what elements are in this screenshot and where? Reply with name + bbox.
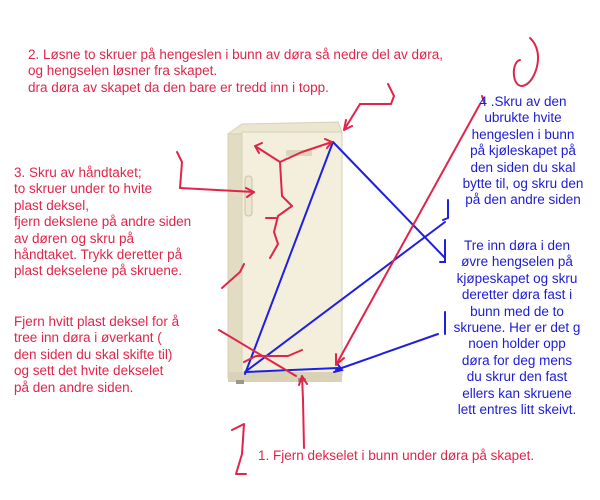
step1-note: [258, 448, 534, 464]
step4-line-2: ubrukte hvite: [484, 110, 562, 126]
reinsert-line-9: du skrur den fast: [466, 369, 568, 385]
reinsert-line-8: døra for deg mens: [461, 352, 573, 368]
blue-diagonal-top-left-to-bottom-right: [333, 142, 445, 258]
cover-note-line-3: den siden du skal skifte til): [14, 346, 173, 362]
cover-note-line-2: tree inn døra i øverkant (: [14, 330, 162, 346]
reinsert-note: [436, 238, 598, 418]
reinsert-line-5: bunn med de to: [470, 303, 564, 319]
step3-note: [14, 165, 191, 280]
step4-line-6: bytte til, og skru den: [462, 176, 584, 192]
step3-line-5: av døren og skru på: [14, 230, 135, 246]
step2-line-3: dra døra av skapet da den bare er tredd inn i topp.: [28, 79, 329, 95]
red-bracket-step2: [514, 38, 538, 86]
step3-line-7: plast dekselene på skruene.: [14, 263, 183, 279]
reinsert-line-4: deretter døra fast i: [461, 287, 573, 303]
cover-note-line-5: på den andre siden.: [14, 379, 134, 395]
cover-note-line-1: Fjern hvitt plast deksel for å: [14, 314, 180, 329]
reinsert-line-7: noen holder opp: [468, 336, 566, 352]
step4-line-1: 4 .Skru av den: [479, 94, 567, 109]
cover-note: [14, 314, 179, 396]
step4-line-5: den siden du skal: [470, 159, 576, 175]
red-bracket-step1: [232, 424, 246, 474]
red-arrow-step2: [344, 104, 360, 130]
step2-note: [28, 47, 443, 96]
fridge-door: [242, 132, 342, 376]
step3-line-2: to skruer under to hvite: [14, 181, 153, 197]
step1-line-1: 1. Fjern dekselet i bunn under døra på skapet.: [258, 448, 535, 463]
reinsert-line-2: øvre hengselen på: [461, 254, 573, 270]
step3-line-4: fjern dekslene på andre siden: [14, 214, 192, 230]
step3-line-1: 3. Skru av håndtaket;: [14, 165, 142, 180]
reinsert-line-1: Tre inn døra i den: [463, 238, 571, 253]
step2-line-2: og hengselen løsner fra skapet.: [28, 63, 218, 79]
step4-line-7: på den andre siden: [465, 192, 581, 208]
fridge-left-foot: [236, 380, 244, 384]
reinsert-line-6: skruene. Her er det g: [453, 320, 581, 336]
step2-line-1: 2. Løsne to skruer på hengeslen i bunn av døra så nedre del av døra,: [28, 47, 443, 62]
step3-line-6: håndtaket. Trykk deretter på: [14, 247, 183, 263]
reinsert-line-11: lett entres litt skeivt.: [457, 402, 577, 418]
reinsert-line-3: kjøpeskapet og skru: [456, 270, 578, 286]
reinsert-line-10: ellers kan skruene: [462, 385, 572, 401]
step4-line-4: på kjøleskapet på: [470, 143, 576, 159]
blue-line-to-reinsert-note: [336, 334, 438, 370]
step4-line-3: hengeslen i bunn: [471, 126, 575, 142]
step4-note: [448, 94, 598, 209]
step3-line-3: plast deksel,: [14, 197, 90, 213]
cover-note-line-4: og sett det hvite dekselet: [14, 363, 164, 379]
red-line-step1-vertical: [299, 376, 307, 448]
